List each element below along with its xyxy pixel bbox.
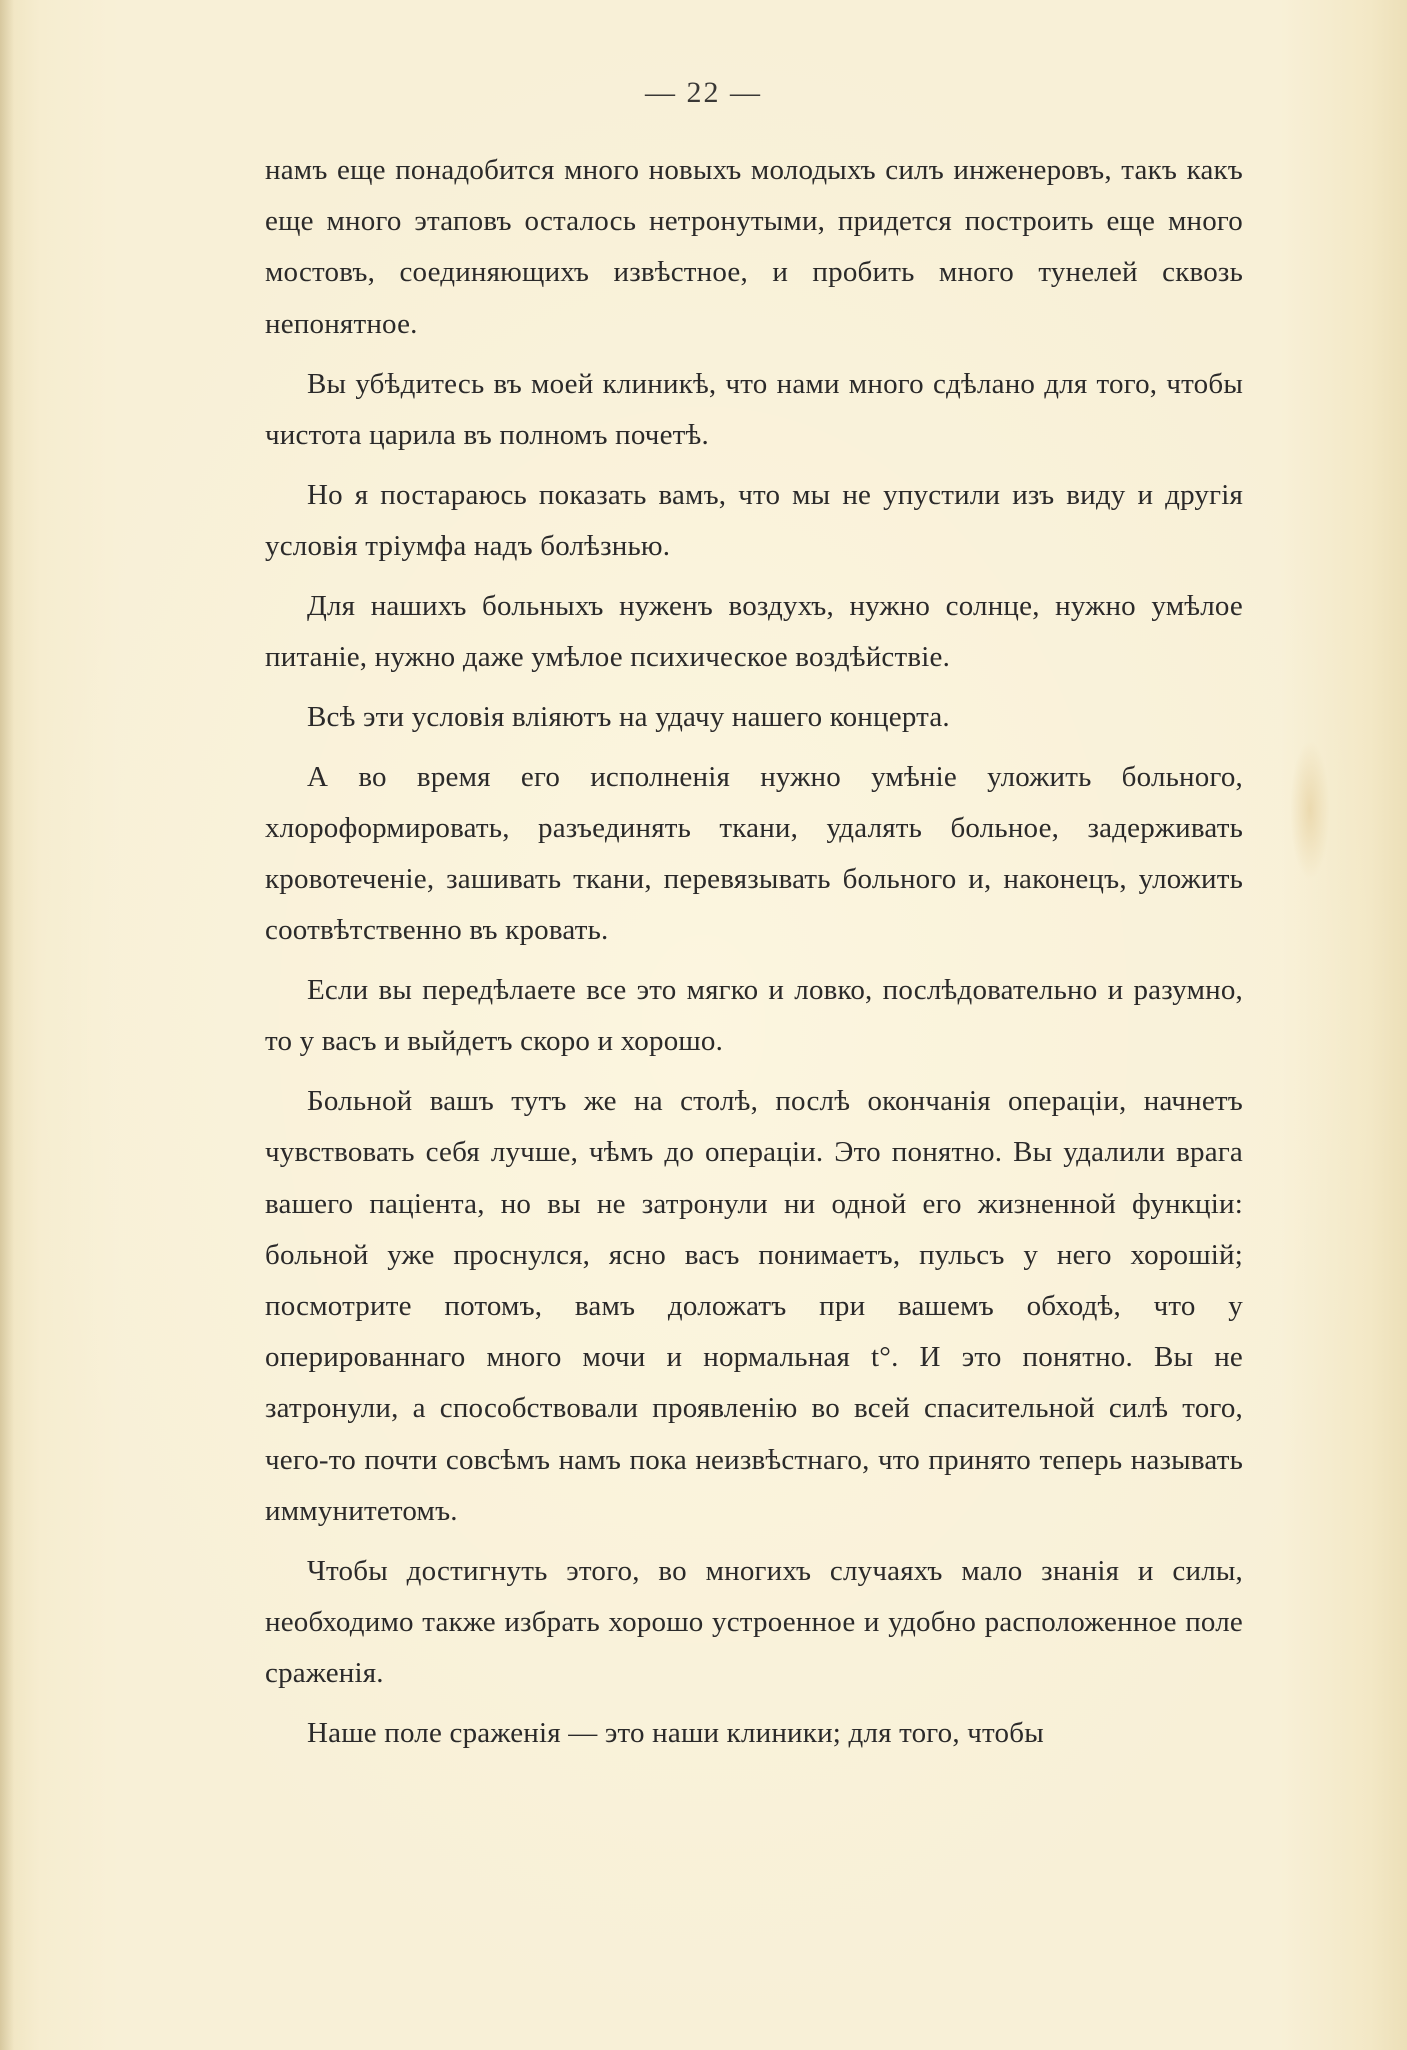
page-edge-shadow <box>0 0 14 2050</box>
page-number: — 22 — <box>645 76 762 109</box>
paragraph: Больной вашъ тутъ же на столѣ, послѣ окончанія операціи, начнетъ чувствовать себя лучше, чѣмъ до операціи. Это понятно. Вы удалили врага вашего паціента, но вы не затронули ни одной его жизненной функціи: больной уже проснулся, ясно васъ понимаетъ, пульсъ у него хорошій; посмотрите потомъ, вамъ доложатъ при вашемъ обходѣ, что у оперированнаго много мочи и нормальная t°. И это понятно. Вы не затронули, а способствовали проявленію во всей спасительной силѣ того, чего-то почти совсѣмъ намъ пока неизвѣстнаго, что принято теперь называть иммунитетомъ. <box>265 1085 1243 1527</box>
paragraph: Чтобы достигнуть этого, во многихъ случаяхъ мало знанія и силы, необходимо также избрать хорошо устроенное и удобно расположенное поле сраженія. <box>265 1554 1243 1690</box>
paragraph-continuation: намъ еще понадобится много новыхъ молодыхъ силъ инженеровъ, такъ какъ еще много этаповъ осталось нетронутыми, придется построить еще много мостовъ, соединяющихъ извѣстное, и пробить много тунелей сквозь непонятное. <box>265 154 1243 340</box>
paragraph: Вы убѣдитесь въ моей клиникѣ, что нами много сдѣлано для того, чтобы чистота царила въ полномъ почетѣ. <box>265 367 1243 451</box>
paragraph: Но я постараюсь показать вамъ, что мы не упустили изъ виду и другія условія тріумфа надъ болѣзнью. <box>265 478 1243 562</box>
paragraph: Для нашихъ больныхъ нуженъ воздухъ, нужно солнце, нужно умѣлое питаніе, нужно даже умѣлое психическое воздѣйствіе. <box>265 589 1243 673</box>
paper-stain <box>1290 740 1330 880</box>
paragraph: Всѣ эти условія вліяютъ на удачу нашего концерта. <box>307 700 950 733</box>
paragraph: Если вы передѣлаете все это мягко и ловко, послѣдовательно и разумно, то у васъ и выйдетъ скоро и хорошо. <box>265 974 1243 1058</box>
paragraph: А во время его исполненія нужно умѣніе уложить больного, хлороформировать, разъединять ткани, удалять больное, задерживать кровотеченіе, зашивать ткани, перевязывать больного и, наконецъ, уложить соотвѣтственно въ кровать. <box>265 760 1243 947</box>
body-text <box>265 145 1243 1759</box>
paragraph-continues: Наше поле сраженія — это наши клиники; для того, чтобы <box>307 1717 1044 1750</box>
